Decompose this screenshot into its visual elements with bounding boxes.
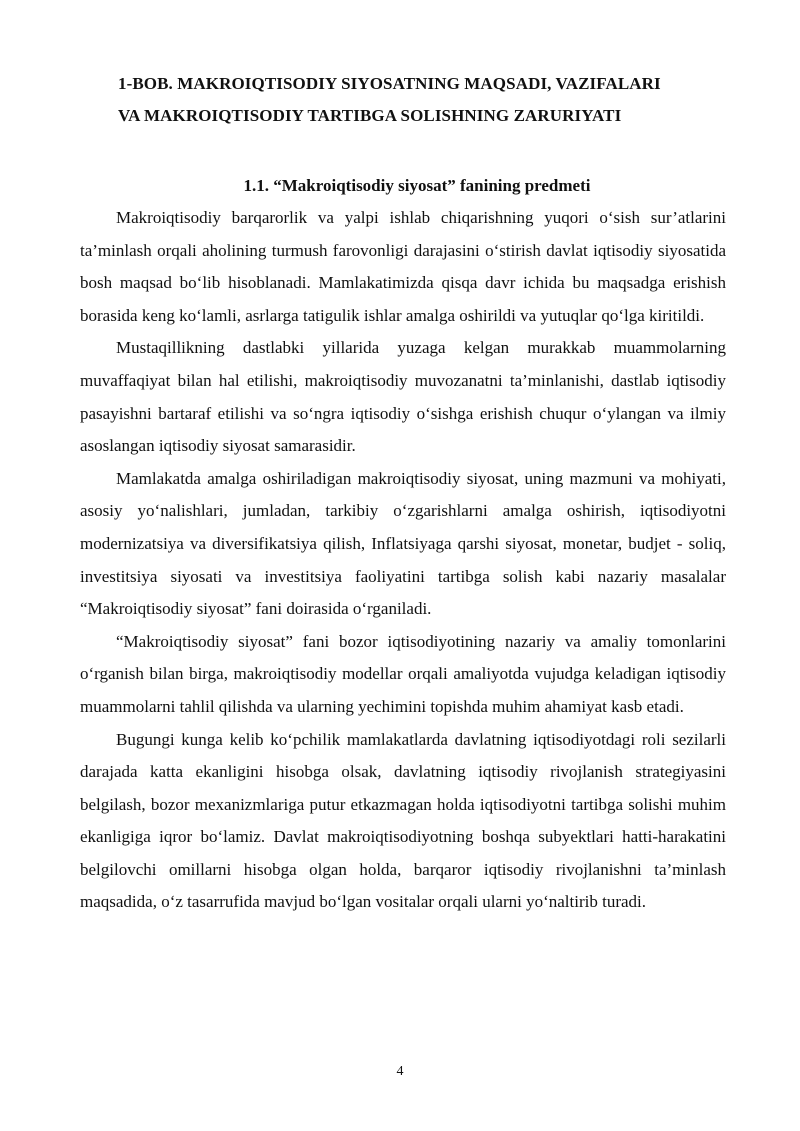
chapter-title-line-2: VA MAKROIQTISODIY TARTIBGA SOLISHNING ZARURIYATI bbox=[118, 106, 622, 125]
paragraph-2: Mustaqillikning dastlabki yillarida yuzaga kelgan murakkab muammolarning muvaffaqiyat bilan hal etilishi, makroiqtisodiy muvozanatni ta’minlanishi, dastlab iqtisodiy pasayishni bartaraf etilishi va so‘ngra iqtisodiy o‘sishga erishish chuqur o‘ylangan va ilmiy asoslangan iqtisodiy siyosat samarasidir. bbox=[80, 338, 726, 456]
paragraph-5: Bugungi kunga kelib ko‘pchilik mamlakatlarda davlatning iqtisodiyotdagi roli sezilarli darajada katta ekanligini hisobga olsak, davlatning iqtisodiy rivojlanish strategiyasini belgilash, bozor mexanizmlariga putur etkazmagan holda iqtisodiyotni tartibga solishi muhim ekanligiga iqror bo‘lamiz. Davlat makroiqtisodiyotning boshqa subyektlari hatti-harakatini belgilovchi omillarni hisobga olgan holda, barqaror iqtisodiy rivojlanishni ta’minlash maqsadida, o‘z tasarrufida mavjud bo‘lgan vositalar orqali ularni yo‘naltirib turadi. bbox=[80, 729, 726, 912]
paragraph-1: Makroiqtisodiy barqarorlik va yalpi ishlab chiqarishning yuqori o‘sish sur’atlarini ta’minlash orqali aholining turmush farovonligi darajasini o‘stirish davlat iqtisodiy siyosatida bosh maqsad bo‘lib hisoblanadi. Mamlakatimizda qisqa davr ichida bu maqsadga erishish borasida keng ko‘lamli, asrlarga tatigulik ishlar amalga oshirildi va yutuqlar qo‘lga kiritildi. bbox=[80, 208, 726, 325]
page-number: 4 bbox=[396, 1064, 404, 1079]
section-title: 1.1. “Makroiqtisodiy siyosat” fanining predmeti bbox=[243, 176, 591, 195]
paragraph-4: “Makroiqtisodiy siyosat” fani bozor iqtisodiyotining nazariy va amaliy tomonlarini o‘rganish bilan birga, makroiqtisodiy modellar orqali amaliyotda vujudga keladigan iqtisodiy muammolarni tahlil qilishda va ularning yechimini topishda muhim ahamiyat kasb etadi. bbox=[80, 631, 726, 716]
document-page bbox=[80, 68, 726, 919]
chapter-title bbox=[118, 68, 726, 132]
chapter-title-line-1: 1-BOB. MAKROIQTISODIY SIYOSATNING MAQSADI, VAZIFALARI bbox=[118, 74, 661, 93]
paragraph-3: Mamlakatda amalga oshiriladigan makroiqtisodiy siyosat, uning mazmuni va mohiyati, asosiy yo‘nalishlari, jumladan, tarkibiy o‘zgarishlarni amalga oshirish, iqtisodiyotni modernizatsiya va diversifikatsiya qilish, Inflatsiyaga qarshi siyosat, monetar, budjet - soliq, investitsiya siyosati va investitsiya faoliyatini tartibga solish kabi nazariy masalalar “Makroiqtisodiy siyosat” fani doirasida o‘rganiladi. bbox=[80, 468, 726, 619]
